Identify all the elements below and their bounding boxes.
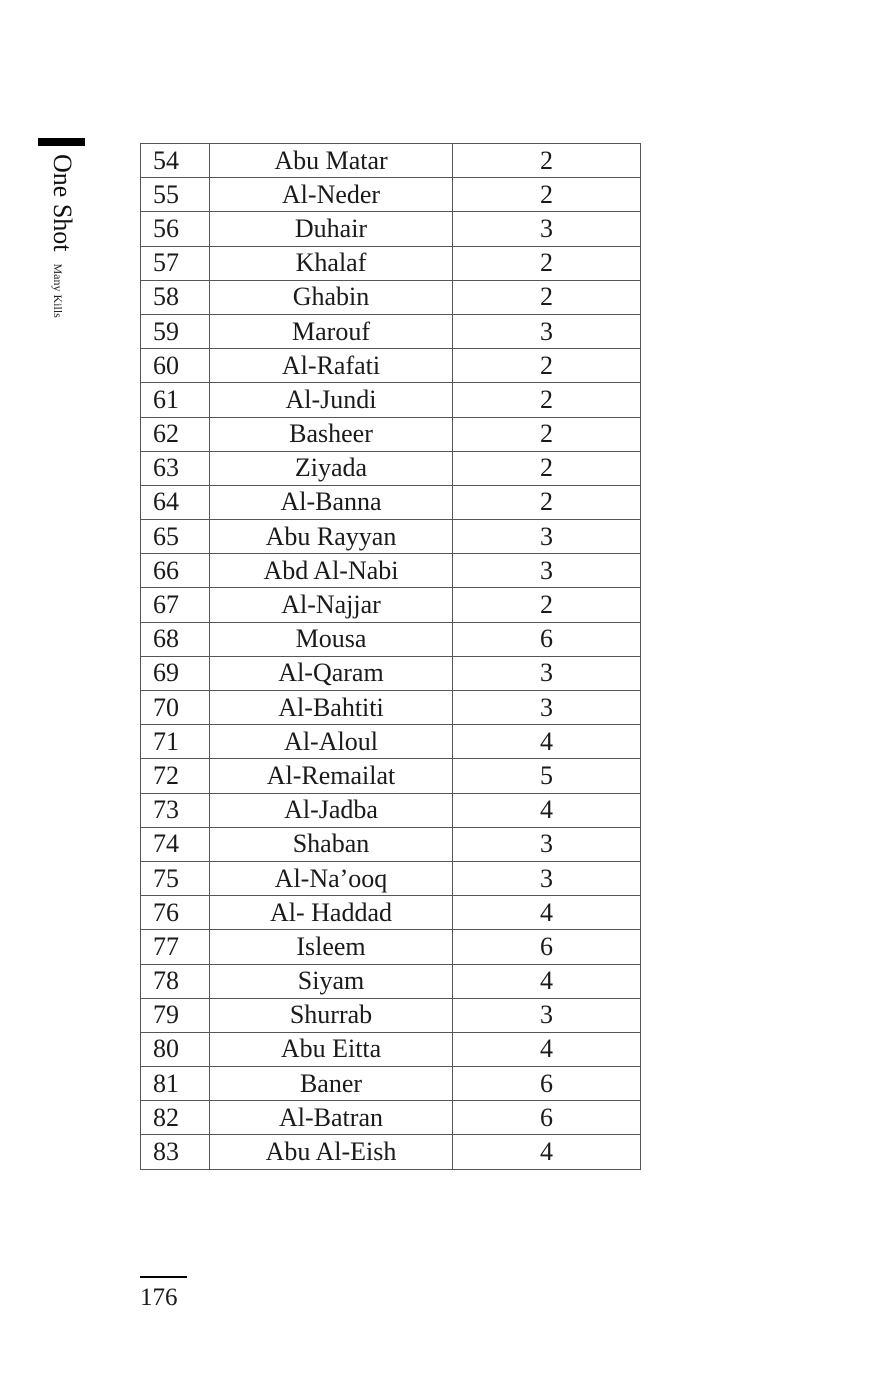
row-number-cell: 82 <box>141 1101 210 1135</box>
family-name-cell: Al-Jadba <box>210 793 453 827</box>
book-subtitle: Many Kills <box>51 263 65 318</box>
count-cell: 3 <box>453 314 641 348</box>
count-cell: 4 <box>453 896 641 930</box>
table-row <box>141 1101 641 1135</box>
count-cell: 2 <box>453 383 641 417</box>
count-cell: 4 <box>453 1032 641 1066</box>
table-row <box>141 485 641 519</box>
row-number-cell: 77 <box>141 930 210 964</box>
family-name-cell: Al-Bahtiti <box>210 691 453 725</box>
family-name-cell: Abu Al-Eish <box>210 1135 453 1169</box>
table-row <box>141 451 641 485</box>
count-cell: 2 <box>453 280 641 314</box>
family-name-cell: Al-Na’ooq <box>210 861 453 895</box>
count-cell: 3 <box>453 212 641 246</box>
table-row <box>141 1067 641 1101</box>
row-number-cell: 59 <box>141 314 210 348</box>
table-row <box>141 1032 641 1066</box>
table-row <box>141 725 641 759</box>
count-cell: 6 <box>453 930 641 964</box>
table-row <box>141 793 641 827</box>
family-name-cell: Ghabin <box>210 280 453 314</box>
family-name-cell: Ziyada <box>210 451 453 485</box>
count-cell: 3 <box>453 656 641 690</box>
count-cell: 3 <box>453 861 641 895</box>
row-number-cell: 60 <box>141 349 210 383</box>
table-row <box>141 417 641 451</box>
count-cell: 3 <box>453 691 641 725</box>
table-row <box>141 896 641 930</box>
family-name-cell: Khalaf <box>210 246 453 280</box>
table-row <box>141 691 641 725</box>
count-cell: 2 <box>453 246 641 280</box>
row-number-cell: 54 <box>141 144 210 178</box>
table-row <box>141 588 641 622</box>
family-name-cell: Shurrab <box>210 998 453 1032</box>
row-number-cell: 79 <box>141 998 210 1032</box>
row-number-cell: 78 <box>141 964 210 998</box>
row-number-cell: 68 <box>141 622 210 656</box>
count-cell: 2 <box>453 178 641 212</box>
family-name-cell: Abu Matar <box>210 144 453 178</box>
page-number: 176 <box>140 1284 178 1311</box>
family-name-cell: Al-Batran <box>210 1101 453 1135</box>
count-cell: 2 <box>453 485 641 519</box>
table-row <box>141 349 641 383</box>
row-number-cell: 66 <box>141 554 210 588</box>
row-number-cell: 83 <box>141 1135 210 1169</box>
table-body <box>141 144 641 1170</box>
row-number-cell: 76 <box>141 896 210 930</box>
families-table <box>140 143 641 1170</box>
table-row <box>141 554 641 588</box>
count-cell: 2 <box>453 349 641 383</box>
family-name-cell: Abu Eitta <box>210 1032 453 1066</box>
row-number-cell: 74 <box>141 827 210 861</box>
family-name-cell: Al-Banna <box>210 485 453 519</box>
family-name-cell: Al-Najjar <box>210 588 453 622</box>
table-row <box>141 759 641 793</box>
count-cell: 4 <box>453 1135 641 1169</box>
count-cell: 3 <box>453 827 641 861</box>
row-number-cell: 69 <box>141 656 210 690</box>
table-row <box>141 212 641 246</box>
family-name-cell: Basheer <box>210 417 453 451</box>
table-row <box>141 144 641 178</box>
row-number-cell: 67 <box>141 588 210 622</box>
row-number-cell: 80 <box>141 1032 210 1066</box>
row-number-cell: 71 <box>141 725 210 759</box>
family-name-cell: Mousa <box>210 622 453 656</box>
row-number-cell: 58 <box>141 280 210 314</box>
family-name-cell: Shaban <box>210 827 453 861</box>
row-number-cell: 73 <box>141 793 210 827</box>
row-number-cell: 61 <box>141 383 210 417</box>
count-cell: 2 <box>453 588 641 622</box>
row-number-cell: 56 <box>141 212 210 246</box>
count-cell: 6 <box>453 1101 641 1135</box>
table-row <box>141 656 641 690</box>
row-number-cell: 81 <box>141 1067 210 1101</box>
book-title: One Shot <box>48 154 77 252</box>
row-number-cell: 63 <box>141 451 210 485</box>
row-number-cell: 70 <box>141 691 210 725</box>
family-name-cell: Duhair <box>210 212 453 246</box>
table-row <box>141 622 641 656</box>
count-cell: 3 <box>453 554 641 588</box>
table-row <box>141 520 641 554</box>
table-row <box>141 861 641 895</box>
count-cell: 3 <box>453 998 641 1032</box>
row-number-cell: 64 <box>141 485 210 519</box>
row-number-cell: 65 <box>141 520 210 554</box>
table-row <box>141 280 641 314</box>
family-name-cell: Marouf <box>210 314 453 348</box>
count-cell: 6 <box>453 622 641 656</box>
count-cell: 5 <box>453 759 641 793</box>
count-cell: 2 <box>453 144 641 178</box>
row-number-cell: 75 <box>141 861 210 895</box>
family-name-cell: Al-Remailat <box>210 759 453 793</box>
page-number-rule <box>140 1276 187 1278</box>
family-name-cell: Al-Aloul <box>210 725 453 759</box>
family-name-cell: Al-Qaram <box>210 656 453 690</box>
row-number-cell: 55 <box>141 178 210 212</box>
count-cell: 2 <box>453 417 641 451</box>
table-row <box>141 383 641 417</box>
family-name-cell: Abu Rayyan <box>210 520 453 554</box>
family-name-cell: Baner <box>210 1067 453 1101</box>
row-number-cell: 62 <box>141 417 210 451</box>
running-header <box>49 154 75 318</box>
family-name-cell: Isleem <box>210 930 453 964</box>
row-number-cell: 72 <box>141 759 210 793</box>
count-cell: 4 <box>453 793 641 827</box>
table-row <box>141 930 641 964</box>
count-cell: 4 <box>453 964 641 998</box>
table-row <box>141 998 641 1032</box>
family-name-cell: Al- Haddad <box>210 896 453 930</box>
family-name-cell: Al-Neder <box>210 178 453 212</box>
family-name-cell: Abd Al-Nabi <box>210 554 453 588</box>
table-row <box>141 964 641 998</box>
family-name-cell: Siyam <box>210 964 453 998</box>
count-cell: 4 <box>453 725 641 759</box>
count-cell: 6 <box>453 1067 641 1101</box>
family-name-cell: Al-Jundi <box>210 383 453 417</box>
table-row <box>141 178 641 212</box>
count-cell: 3 <box>453 520 641 554</box>
running-header-bar <box>38 138 85 146</box>
count-cell: 2 <box>453 451 641 485</box>
table-row <box>141 246 641 280</box>
table-row <box>141 827 641 861</box>
row-number-cell: 57 <box>141 246 210 280</box>
family-name-cell: Al-Rafati <box>210 349 453 383</box>
table-row <box>141 1135 641 1169</box>
table-row <box>141 314 641 348</box>
